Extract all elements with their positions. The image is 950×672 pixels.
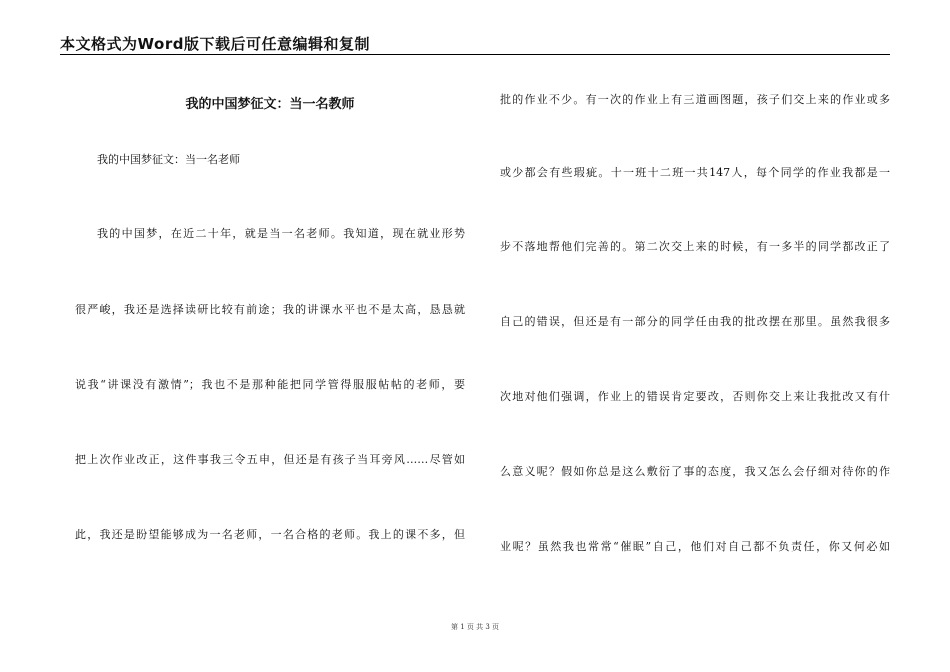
paragraph-line: 我的中国梦，在近二十年，就是当一名老师。我知道，现在就业形势 <box>97 227 465 240</box>
paragraph-line: 很严峻，我还是选择读研比较有前途；我的讲课水平也不是太高，恳恳就 <box>75 303 465 316</box>
paragraph-line: 批的作业不少。有一次的作业上有三道画图题，孩子们交上来的作业或多 <box>500 93 890 106</box>
paragraph-line: 次地对他们强调，作业上的错误肯定要改，否则你交上来让我批改又有什 <box>500 390 890 403</box>
banner-divider <box>60 54 890 55</box>
document-title: 我的中国梦征文：当一名教师 <box>185 97 355 112</box>
paragraph-line: 自己的错误，但还是有一部分的同学任由我的批改摆在那里。虽然我很多 <box>500 315 890 328</box>
paragraph-line: 业呢？虽然我也常常“催眠”自己，他们对自己都不负责任，你又何必如 <box>500 540 890 553</box>
paragraph-line: 说我“讲课没有激情”；我也不是那种能把同学管得服服帖帖的老师，要 <box>75 378 465 391</box>
paragraph-line: 么意义呢？假如你总是这么敷衍了事的态度，我又怎么会仔细对待你的作 <box>500 465 890 478</box>
paragraph-line: 或少都会有些瑕疵。十一班十二班一共147人，每个同学的作业我都是一 <box>500 166 890 179</box>
paragraph-line: 把上次作业改正，这件事我三令五申，但还是有孩子当耳旁风……尽管如 <box>75 453 465 466</box>
paragraph-line: 步不落地帮他们完善的。第二次交上来的时候，有一多半的同学都改正了 <box>500 240 890 253</box>
paragraph-line: 我的中国梦征文：当一名老师 <box>97 153 240 166</box>
paragraph-line: 此，我还是盼望能够成为一名老师，一名合格的老师。我上的课不多，但 <box>75 528 465 541</box>
page-number: 第 1 页 共 3 页 <box>450 623 500 631</box>
download-banner: 本文格式为Word版下载后可任意编辑和复制 <box>60 35 370 53</box>
